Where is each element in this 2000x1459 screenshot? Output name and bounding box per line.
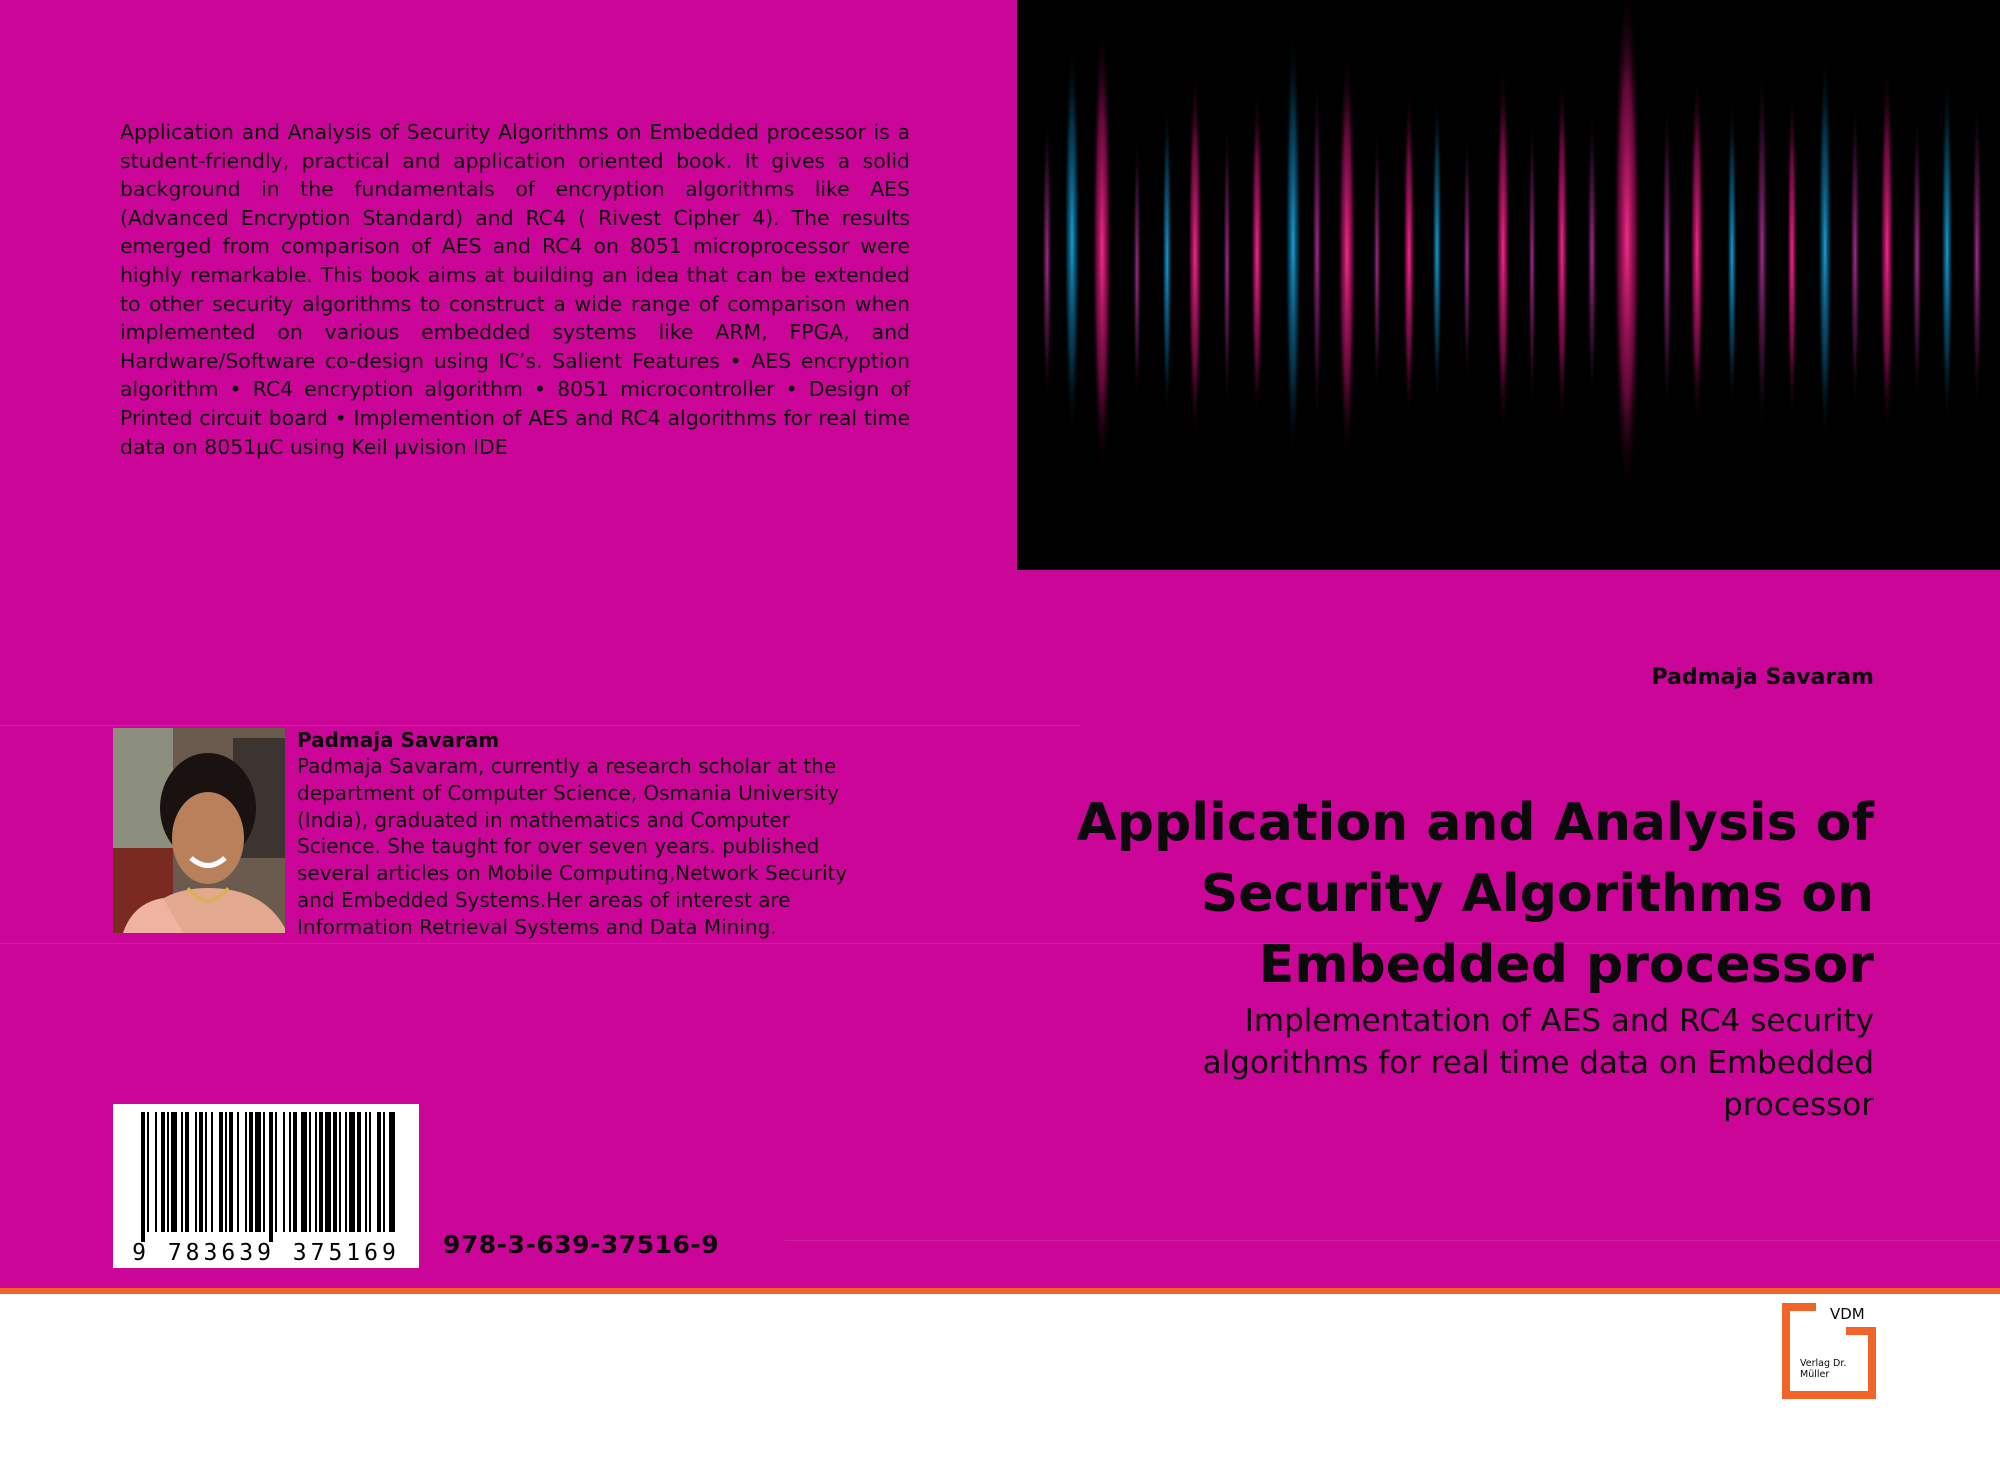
barcode-bar [161, 1112, 165, 1232]
barcode-bar [147, 1112, 149, 1232]
logo-frame-left [1782, 1303, 1790, 1399]
logo-frame-right [1868, 1327, 1876, 1399]
barcode-bar [345, 1112, 347, 1232]
barcode-bar [377, 1112, 381, 1232]
light-streaks-image [1017, 0, 2000, 570]
isbn-barcode [113, 1104, 419, 1268]
barcode-bar [181, 1112, 183, 1232]
barcode-bar [289, 1112, 291, 1232]
book-subtitle: Implementation of AES and RC4 security algorithms for real time data on Embedded processor [1202, 1003, 1874, 1123]
barcode-bar [333, 1112, 337, 1232]
isbn-number: 978-3-639-37516-9 [443, 1230, 720, 1259]
logo-frame-bottom [1782, 1391, 1876, 1399]
divider-line [0, 725, 1080, 726]
barcode-bar [249, 1112, 253, 1232]
barcode-bar [357, 1112, 361, 1232]
book-title: Application and Analysis of Security Algorithms on Embedded processor [1076, 793, 1874, 995]
barcode-bar [293, 1112, 297, 1232]
barcode-bar [369, 1112, 371, 1232]
barcode-bar [349, 1112, 355, 1232]
barcode-digits: 9 783639 375169 [132, 1240, 400, 1266]
barcode-image [113, 1104, 419, 1268]
barcode-bar [389, 1112, 395, 1232]
barcode-bar [275, 1112, 277, 1232]
barcode-bar [383, 1112, 385, 1232]
author-photo [113, 728, 285, 933]
barcode-bar [319, 1112, 323, 1232]
barcode-bar [269, 1112, 273, 1242]
front-cover-author: Padmaja Savaram [1651, 665, 1874, 690]
author-bio: Padmaja Savaram, currently a research scholar at the department of Computer Science, Osmania University (India), graduated in mathematics and Computer Science. She taught for over seven years. published several articles on Mobile Computing,Network Security and Embedded Systems.Her areas of interest are Information Retrieval Systems and Data Mining. [297, 754, 848, 939]
divider-line [785, 1240, 2000, 1241]
barcode-bar [237, 1112, 239, 1232]
author-name-back: Padmaja Savaram [297, 728, 500, 752]
barcode-bar [199, 1112, 203, 1232]
barcode-bar [283, 1112, 285, 1232]
barcode-bar [155, 1112, 157, 1232]
barcode-bar [339, 1112, 341, 1232]
barcode-bar [301, 1112, 307, 1232]
barcode-bar [325, 1112, 331, 1232]
publisher-imprint: Verlag Dr. Müller [1800, 1358, 1847, 1380]
barcode-bar [229, 1112, 233, 1232]
barcode-bar [245, 1112, 247, 1232]
barcode-bar [171, 1112, 177, 1232]
barcode-bar [219, 1112, 223, 1232]
barcode-bar [365, 1112, 367, 1232]
publisher-brand: VDM [1830, 1305, 1865, 1323]
back-cover-blurb: Application and Analysis of Security Algorithms on Embedded processor is a student-friendly, practical and application oriented book. It gives a solid background in the fundamentals of encryption algorithms like AES (Advanced Encryption Standard) and RC4 ( Rivest Cipher 4). The results emerged from comparison of AES and RC4 on 8051 microprocessor were highly remarkable. This book aims at building an idea that can be extended to other security algorithms to construct a wide range of comparison when implemented on various embedded systems like ARM, FPGA, and Hardware/Software co-design using IC’s. Salient Features • AES encryption algorithm • RC4 encryption algorithm • 8051 microcontroller • Design of Printed circuit board • Implemention of AES and RC4 algorithms for real time data on 8051µC using Keil µvision IDE [120, 120, 910, 459]
barcode-bar [167, 1112, 169, 1232]
logo-frame-corner [1846, 1327, 1876, 1335]
accent-strip [0, 1288, 2000, 1294]
barcode-bar [205, 1112, 207, 1232]
author-portrait-image [113, 728, 285, 933]
barcode-bar [263, 1112, 265, 1232]
barcode-bar [195, 1112, 197, 1232]
cover-artwork [1017, 0, 2000, 570]
barcode-bar [141, 1112, 145, 1242]
barcode-bar [185, 1112, 189, 1232]
barcode-bar [255, 1112, 261, 1232]
logo-frame-top [1782, 1303, 1816, 1311]
barcode-bar [211, 1112, 213, 1232]
barcode-bar [309, 1112, 311, 1232]
barcode-bar [225, 1112, 227, 1232]
barcode-bar [315, 1112, 317, 1232]
